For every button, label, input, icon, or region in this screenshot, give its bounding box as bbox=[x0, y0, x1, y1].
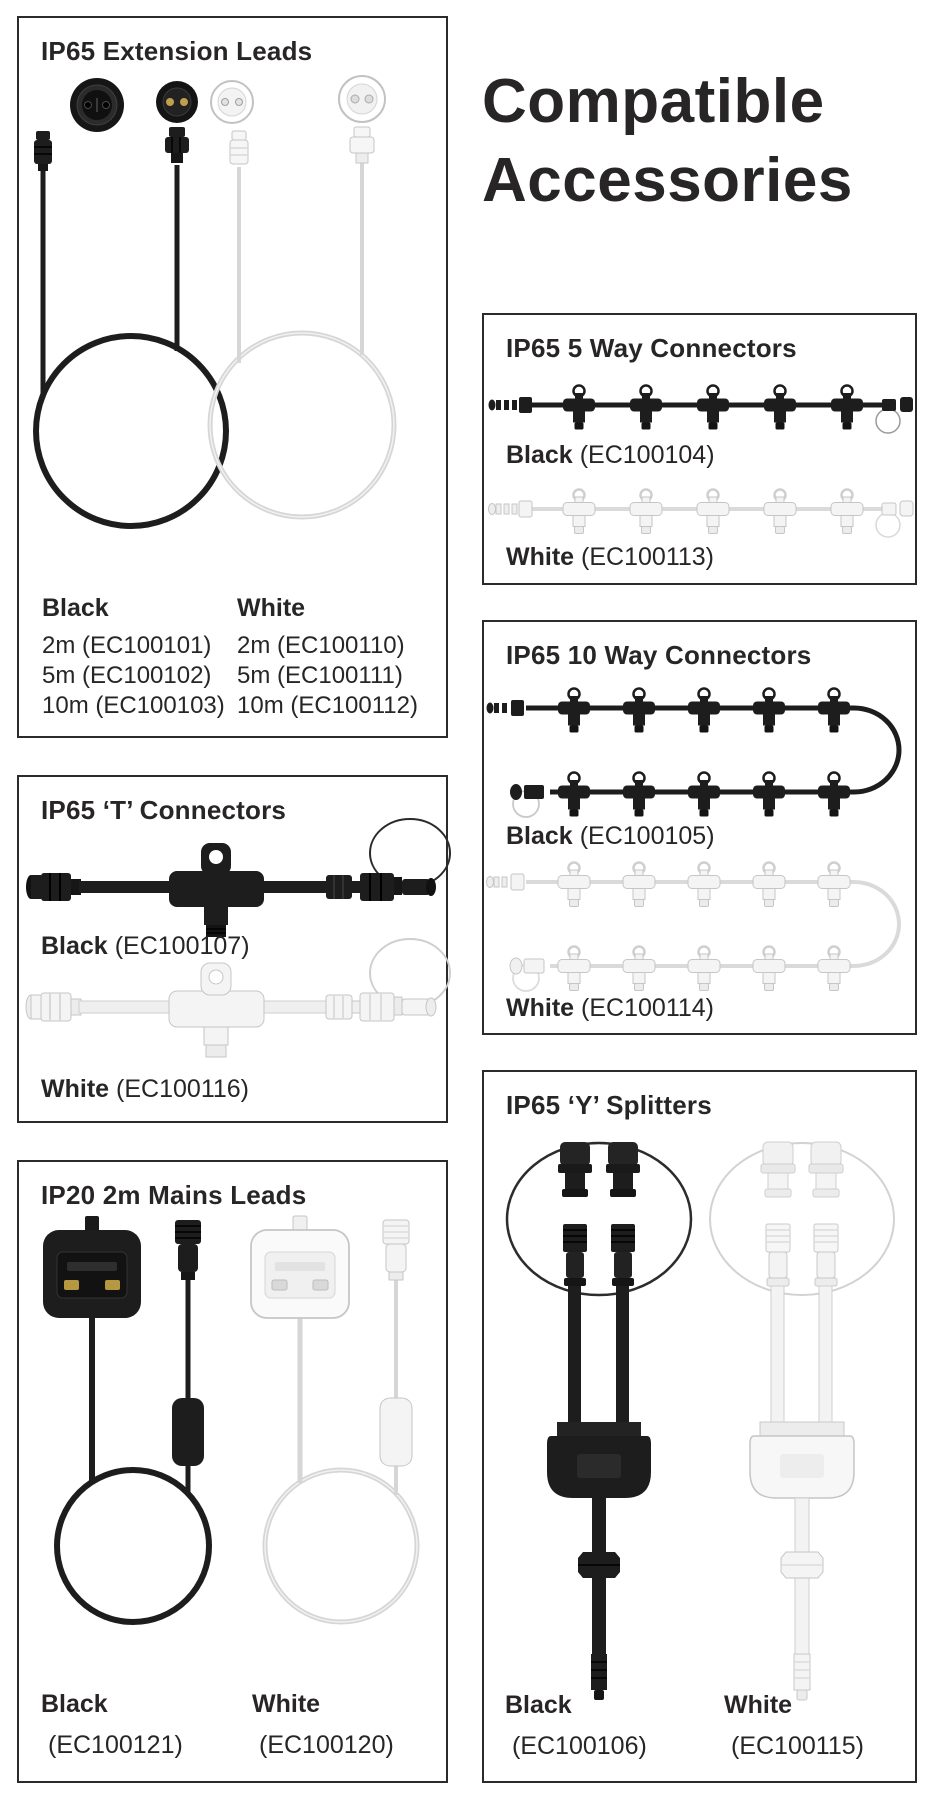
ten-way-black-illustration bbox=[484, 670, 915, 820]
mains-white-code: (EC100120) bbox=[259, 1731, 394, 1759]
ten-way-white-caption bbox=[506, 994, 714, 1023]
mains-black-code: (EC100121) bbox=[48, 1731, 183, 1759]
extension-lead-white-drawing bbox=[210, 76, 394, 517]
page-title-line1: Compatible bbox=[482, 67, 825, 136]
mains-leads-box bbox=[17, 1160, 448, 1783]
extension-black-column bbox=[42, 593, 225, 721]
t-connector-black-illustration bbox=[19, 829, 450, 944]
five-way-white-caption bbox=[506, 543, 714, 572]
extension-white-10m: 10m (EC100112) bbox=[237, 692, 418, 719]
five-way-black-caption bbox=[506, 441, 715, 470]
t-white-code: (EC100116) bbox=[116, 1075, 249, 1103]
five-way-white-color: White bbox=[506, 543, 575, 571]
y-splitter-white-caption bbox=[724, 1691, 864, 1761]
y-splitters-title: IP65 ‘Y’ Splitters bbox=[506, 1090, 712, 1120]
extension-leads-illustration bbox=[19, 73, 450, 578]
mains-white-caption bbox=[252, 1690, 394, 1760]
extension-black-2m: 2m (EC100101) bbox=[42, 632, 212, 659]
mains-leads-title: IP20 2m Mains Leads bbox=[41, 1180, 307, 1210]
extension-leads-box bbox=[17, 16, 448, 738]
ten-way-black-code: (EC100105) bbox=[579, 822, 715, 850]
t-connector-white-illustration bbox=[19, 949, 450, 1064]
t-white-color: White bbox=[41, 1075, 110, 1103]
extension-white-2m: 2m (EC100110) bbox=[237, 632, 405, 659]
ten-way-white-illustration bbox=[484, 844, 915, 994]
ten-way-box bbox=[482, 620, 917, 1035]
extension-white-5m: 5m (EC100111) bbox=[237, 662, 403, 689]
mains-black-color: Black bbox=[41, 1690, 108, 1718]
five-way-box bbox=[482, 313, 917, 585]
extension-black-10m: 10m (EC100103) bbox=[42, 692, 225, 719]
mains-lead-white-illustration bbox=[241, 1214, 441, 1634]
t-connectors-title: IP65 ‘T’ Connectors bbox=[41, 795, 287, 825]
t-black-color: Black bbox=[41, 932, 108, 960]
extension-white-column bbox=[237, 593, 418, 721]
extension-leads-title: IP65 Extension Leads bbox=[41, 36, 313, 66]
ten-way-white-code: (EC100114) bbox=[581, 994, 714, 1022]
t-connector-white-caption bbox=[41, 1075, 249, 1104]
extension-black-label: Black bbox=[42, 594, 109, 622]
y-splitter-white-illustration bbox=[702, 1124, 902, 1724]
mains-white-color: White bbox=[252, 1690, 321, 1718]
ten-way-white-color: White bbox=[506, 994, 575, 1022]
y-splitters-box bbox=[482, 1070, 917, 1783]
mains-black-caption bbox=[41, 1690, 183, 1760]
t-connectors-box bbox=[17, 775, 448, 1123]
y-splitter-black-caption bbox=[505, 1691, 647, 1761]
extension-black-5m: 5m (EC100102) bbox=[42, 662, 212, 689]
page-title-line2: Accessories bbox=[482, 146, 853, 216]
page-title bbox=[482, 62, 922, 221]
t-black-code: (EC100107) bbox=[114, 932, 250, 960]
five-way-title: IP65 5 Way Connectors bbox=[506, 333, 797, 363]
five-way-black-illustration bbox=[484, 377, 915, 437]
ten-way-black-color: Black bbox=[506, 822, 573, 850]
mains-lead-black-illustration bbox=[33, 1214, 233, 1634]
five-way-white-code: (EC100113) bbox=[581, 543, 714, 571]
y-splitter-black-illustration bbox=[499, 1124, 699, 1724]
y-white-color: White bbox=[724, 1691, 793, 1719]
y-black-color: Black bbox=[505, 1691, 572, 1719]
extension-lead-black-drawing bbox=[34, 78, 226, 526]
five-way-black-code: (EC100104) bbox=[579, 441, 715, 469]
five-way-white-illustration bbox=[484, 481, 915, 541]
five-way-black-color: Black bbox=[506, 441, 573, 469]
extension-white-label: White bbox=[237, 594, 306, 622]
y-white-code: (EC100115) bbox=[731, 1732, 864, 1760]
y-black-code: (EC100106) bbox=[512, 1732, 647, 1760]
ten-way-title: IP65 10 Way Connectors bbox=[506, 640, 812, 670]
